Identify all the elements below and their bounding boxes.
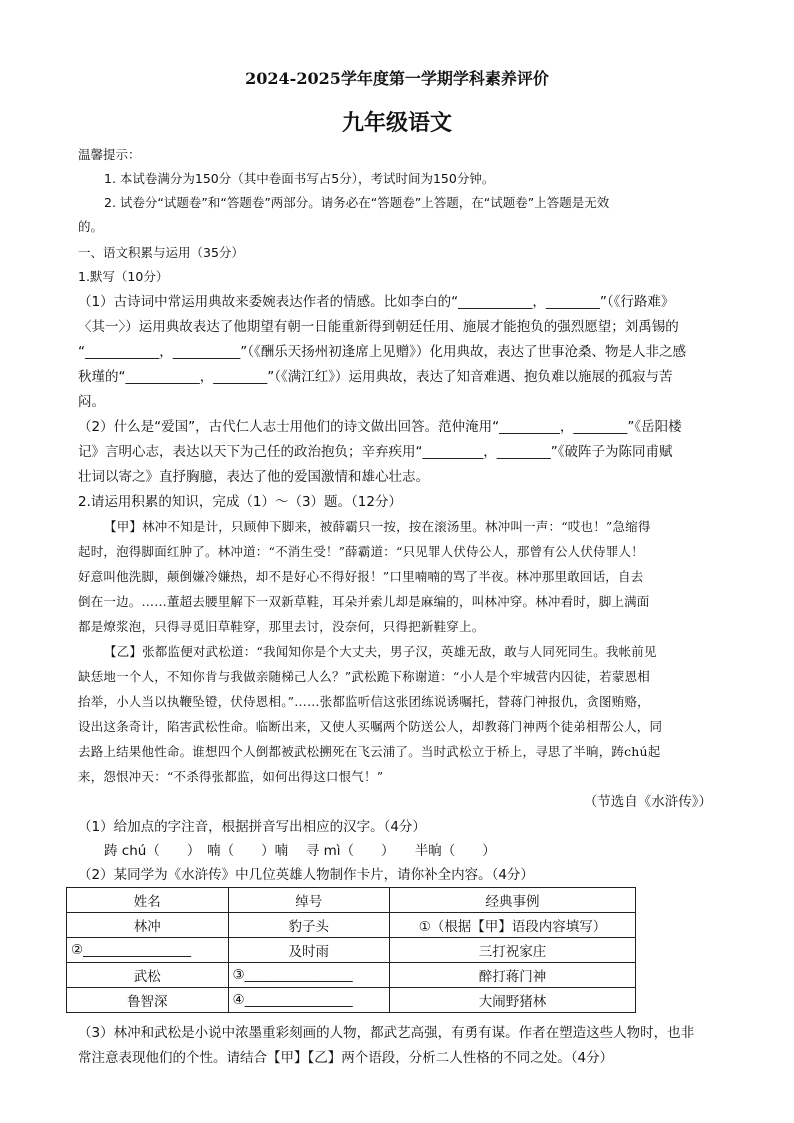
q1-title: 1.默写（10分）	[78, 269, 169, 284]
table-cell: 三打祝家庄	[390, 938, 636, 963]
subject-title: 九年级语文	[341, 111, 452, 136]
section-heading: 一、语文积累与运用（35分）	[78, 245, 244, 260]
passage-jia-line: 好意叫他洗脚，颠倒嫌冷嫌热，却不是好心不得好报！”口里喃喃的骂了半夜。林冲那里敢回话，自去	[78, 569, 644, 584]
q1-line: （2）什么是“爱国”，古代仁人志士用他们的诗文做出回答。范仲淹用“_________，________”《岳阳楼	[78, 419, 682, 435]
sub-question-1: （1）给加点的字注音，根据拼音写出相应的汉字。（4分）	[78, 819, 426, 835]
table-cell: ①（根据【甲】语段内容填写）	[390, 913, 636, 938]
q1-line: 秋瑾的“___________，________”（《满江红》）运用典故，表达了知音难遇、抱负难以施展的孤寂与苦	[78, 369, 673, 385]
table-cell: 豹子头	[228, 913, 390, 938]
sub-question-1-items: 踌 chú（ ） 喃（ ）喃 寻 mì（ ） 半晌（ ）	[104, 843, 496, 859]
table-header: 姓名	[67, 888, 229, 913]
table-row	[67, 988, 636, 1013]
passage-yi-line: 缺恁地一个人，不知你肯与我做亲随梯己人么？”武松跪下称谢道：“小人是个牢城营内囚徒，若蒙恩相	[78, 669, 650, 684]
table-cell: 武松	[67, 963, 229, 988]
sub-question-3: （3）林冲和武松是小说中浓墨重彩刻画的人物，都武艺高强，有勇有谋。作者在塑造这些人物时，也非	[78, 1025, 695, 1041]
table-header-row	[67, 888, 636, 913]
passage-yi-line: 抬举，小人当以执鞭坠镫，伏侍恩相。”……张都监听信这张团练说诱嘱托，替蒋门神报仇，贪图贿赂，	[78, 694, 650, 709]
passage-yi-line: 去路上结果他性命。谁想四个人倒都被武松搠死在飞云浦了。当时武松立于桥上，寻思了半晌，踌chú起	[78, 744, 661, 759]
q2-title: 2.请运用积累的知识，完成（1）～（3）题。（12分）	[78, 494, 402, 510]
sub-question-2: （2）某同学为《水浒传》中几位英雄人物制作卡片，请你补全内容。（4分）	[78, 867, 534, 883]
notice-label: 温馨提示：	[78, 147, 141, 162]
table-row	[67, 938, 636, 963]
table-cell: 醉打蒋门神	[390, 963, 636, 988]
table-cell: 大闹野猪林	[390, 988, 636, 1013]
table-cell: 及时雨	[228, 938, 390, 963]
passage-jia-line: 倒在一边。……董超去腰里解下一双新草鞋，耳朵并索儿却是麻编的，叫林冲穿。林冲看时，脚上满面	[78, 594, 650, 609]
passage-jia-line: 【甲】林冲不知是计，只顾伸下脚来，被薛霸只一按，按在滚汤里。林冲叫一声：“哎也！”急缩得	[104, 519, 651, 534]
table-cell: ③________________	[228, 963, 390, 988]
hero-card-table	[66, 887, 636, 1013]
table-cell: 林冲	[67, 913, 229, 938]
table-cell: ②________________	[67, 938, 229, 963]
table-row	[67, 963, 636, 988]
passage-jia-line: 起时，泡得脚面红肿了。林冲道：“不消生受！”薛霸道：“只见罪人伏侍公人，那曾有公人伏侍罪人！	[78, 544, 644, 559]
passage-yi-line: 来，怨恨冲天：“不杀得张都监，如何出得这口恨气！”	[78, 769, 384, 784]
notice-item-1: 1. 本试卷满分为150分（其中卷面书写占5分），考试时间为150分钟。	[104, 171, 495, 186]
notice-item-2a: 2. 试卷分“试题卷”和“答题卷”两部分。请务必在“答题卷”上答题，在“试题卷”上答题是无效	[104, 195, 610, 210]
passage-yi-line: 【乙】张都监便对武松道：“我闻知你是个大丈夫，男子汉，英雄无敌，敢与人同死同生。我帐前见	[104, 644, 657, 659]
q1-line: 〈其一〉）运用典故表达了他期望有朝一日能重新得到朝廷任用、施展才能抱负的强烈愿望；刘禹锡的	[78, 319, 679, 335]
passage-jia-line: 都是燎浆泡，只得寻觅旧草鞋穿，那里去讨，没奈何，只得把新鞋穿上。	[78, 619, 485, 634]
q1-line: 闷。	[78, 394, 105, 410]
passage-source: （节选自《水浒传》）	[583, 794, 712, 810]
q1-line: （1）古诗词中常运用典故来委婉表达作者的情感。比如李白的“___________，________”（《行路难》	[78, 294, 675, 310]
exam-title: 2024-2025学年度第一学期学科素养评价	[245, 69, 549, 88]
table-header: 经典事例	[390, 888, 636, 913]
table-header: 绰号	[228, 888, 390, 913]
q1-line: 壮词以寄之》直抒胸臆，表达了他的爱国激情和雄心壮志。	[78, 469, 429, 485]
notice-item-2b: 的。	[78, 219, 104, 234]
table-cell: ④________________	[228, 988, 390, 1013]
table-row	[67, 913, 636, 938]
passage-yi-line: 设出这条奇计，陷害武松性命。临断出来，又使人买嘱两个防送公人，却教蒋门神两个徒弟相帮公人，同	[78, 719, 663, 734]
sub-question-3: 常注意表现他们的个性。请结合【甲】【乙】两个语段，分析二人性格的不同之处。（4分）	[78, 1050, 614, 1066]
table-cell: 鲁智深	[67, 988, 229, 1013]
q1-line: 记》言明心志，表达以天下为己任的政治抱负；辛弃疾用“_________，________”《破阵子为陈同甫赋	[78, 444, 673, 460]
q1-line: “___________，__________”（《酬乐天扬州初逢席上见赠》）化用典故，表达了世事沧桑、物是人非之感	[78, 344, 686, 360]
